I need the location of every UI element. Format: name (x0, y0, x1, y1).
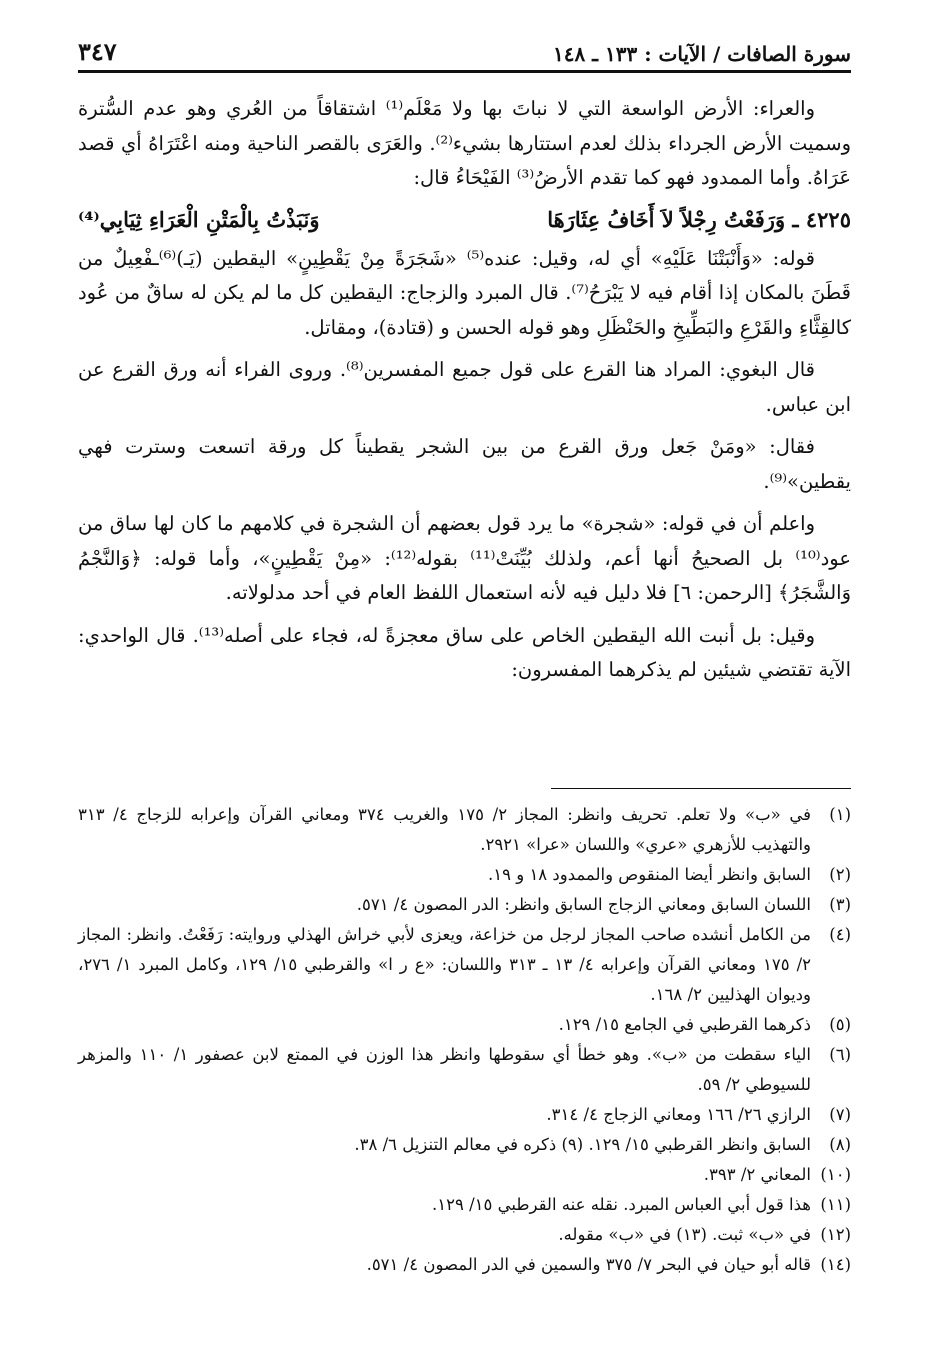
footnote-divider (551, 788, 851, 789)
footnote-number: (١) (829, 805, 851, 824)
footnote-number: (١٢) (820, 1225, 851, 1244)
page-number: ٣٤٧ (78, 37, 117, 66)
footnote-number: (٨) (829, 1135, 851, 1154)
footnote (78, 1250, 851, 1280)
footnote-number: (٣) (829, 895, 851, 914)
paragraph: قال البغوي: المراد هنا القرع على قول جميع المفسرين⁽⁸⁾. وروى الفراء أنه ورق القرع عن ابن عباس. (78, 358, 851, 416)
paragraph: فقال: «ومَنْ جَعل ورق القرع من بين الشجر يقطيناً كل ورقة اتسعت وسترت فهي يقطين»⁽⁹⁾. (78, 435, 851, 493)
footnote-text: السابق وانظر القرطبي ١٥/ ١٢٩. (٩) ذكره في معالم التنزيل ٦/ ٣٨. (354, 1135, 811, 1154)
footnote (78, 1040, 851, 1100)
footnote (78, 1160, 851, 1190)
footnote (78, 1130, 851, 1160)
running-header (78, 26, 851, 73)
footnote (78, 920, 851, 1010)
footnote-number: (١٤) (820, 1255, 851, 1274)
verse-second-hemistich: وَنَبَذْتُ بِالْمَتْنِ الْعَرَاءِ ثِيَابِي⁽⁴⁾ (78, 206, 320, 232)
main-text (78, 92, 851, 692)
footnote-number: (١١) (820, 1195, 851, 1214)
footnote-text: اللسان السابق ومعاني الزجاج السابق وانظر: الدر المصون ٤/ ٥٧١. (356, 895, 811, 914)
footnote-text: في «ب» ولا تعلم. تحريف وانظر: المجاز ٢/ ١٧٥ والغريب ٣٧٤ ومعاني القرآن وإعرابه للزجاج ٤/ ٣١٣ والتهذيب للأزهري «عري» واللسان «عرا» ٢٩٢١. (78, 805, 812, 854)
footnote-text: في «ب» ثبت. (١٣) في «ب» مقوله. (558, 1225, 811, 1244)
footnote (78, 860, 851, 890)
footnote (78, 1190, 851, 1220)
footnotes (78, 800, 851, 1280)
paragraph: قوله: «وَأَنْبَتْنَا عَلَيْهِ» أي له، وقيل: عنده⁽⁵⁾ «شَجَرَةً مِنْ يَقْطِينٍ» اليقطين (يَـ)⁽⁶⁾ـفْعِيلٌ من قَطَنَ بالمكان إذا أقام فيه لا يَبْرَحُ⁽⁷⁾. قال المبرد والزجاج: اليقطين كل ما لم يكن له ساقٌ من عُود كالقِثَّاءِ والقَرْعِ والبَطِّيخِ والحَنْظَلِ وهو قوله الحسن و (قتادة)، ومقاتل. (78, 246, 851, 339)
footnote-text: المعاني ٢/ ٣٩٣. (703, 1165, 811, 1184)
footnote-number: (٤) (829, 925, 851, 944)
footnote-text: من الكامل أنشده صاحب المجاز لرجل من خزاعة، ويعزى لأبي خراش الهذلي وروايته: رَفَعْتُ. وانظر: المجاز ٢/ ١٧٥ ومعاني القرآن وإعرابه ٤/ ١٣ ـ ٣١٣ واللسان: «ع ر ا» والقرطبي ١٥/ ١٢٩، وكامل المبرد ١/ ٢٧٦، وديوان الهذليين ٢/ ١٦٨. (78, 925, 812, 1004)
footnote-number: (٦) (829, 1045, 851, 1064)
paragraph: والعراء: الأرض الواسعة التي لا نباتَ بها ولا مَعْلَم⁽¹⁾ اشتقاقاً من العُري وهو عدم السُّترة وسميت الأرض الجرداء بذلك لعدم استتارها بشيء⁽²⁾. والعَرَى بالقصر الناحية ومنه اعْتَرَاهُ أي قصد عَرَاهُ. وأما الممدود فهو كما تقدم الأرضُ⁽³⁾ الفَيْحَاءُ قال: (78, 97, 851, 189)
footnote (78, 800, 851, 860)
footnote-number: (٧) (829, 1105, 851, 1124)
verse-first-hemistich: ٤٢٢٥ ـ وَرَفَعْتُ رِجْلاً لاَ أَخَافُ عِثَارَهَا (547, 206, 851, 232)
footnote-text: هذا قول أبي العباس المبرد. نقله عنه القرطبي ١٥/ ١٢٩. (431, 1195, 811, 1214)
header-title: سورة الصافات / الآيات : ١٣٣ ـ ١٤٨ (552, 42, 851, 66)
footnote-text: ذكرهما القرطبي في الجامع ١٥/ ١٢٩. (558, 1015, 811, 1034)
paragraph: وقيل: بل أنبت الله اليقطين الخاص على ساق معجزةً له، فجاء على أصله⁽¹³⁾. قال الواحدي: الآية تقتضي شيئين لم يذكرهما المفسرون: (78, 623, 851, 681)
footnote-text: السابق وانظر أيضا المنقوص والممدود ١٨ و ١٩. (487, 865, 811, 884)
footnote-text: قاله أبو حيان في البحر ٧/ ٣٧٥ والسمين في الدر المصون ٤/ ٥٧١. (366, 1255, 811, 1274)
footnote-text: الرازي ٢٦/ ١٦٦ ومعاني الزجاج ٤/ ٣١٤. (546, 1105, 811, 1124)
footnote (78, 890, 851, 920)
footnote (78, 1100, 851, 1130)
paragraph: واعلم أن في قوله: «شجرة» ما يرد قول بعضهم أن الشجرة في كلامهم ما كان لها ساق من عود⁽¹⁰⁾ بل الصحيحُ أنها أعم، ولذلك بُيِّنَتْ⁽¹¹⁾ بقوله⁽¹²⁾: «مِنْ يَقْطِينٍ»، وأما قوله: ﴿وَالنَّجْمُ وَالشَّجَرُ﴾ [الرحمن: ٦] فلا دليل فيه لأنه استعمال اللفظ العام في أحد مدلولاته. (78, 512, 851, 604)
footnote (78, 1010, 851, 1040)
poetry-verse (78, 200, 851, 240)
footnote-number: (١٠) (820, 1165, 851, 1184)
footnote-number: (٥) (829, 1015, 851, 1034)
footnote-text: الياء سقطت من «ب». وهو خطأ أي سقوطها وانظر هذا الوزن في الممتع لابن عصفور ١/ ١١٠ والمزهر للسيوطي ٢/ ٥٩. (78, 1045, 811, 1094)
footnote (78, 1220, 851, 1250)
footnote-number: (٢) (829, 865, 851, 884)
